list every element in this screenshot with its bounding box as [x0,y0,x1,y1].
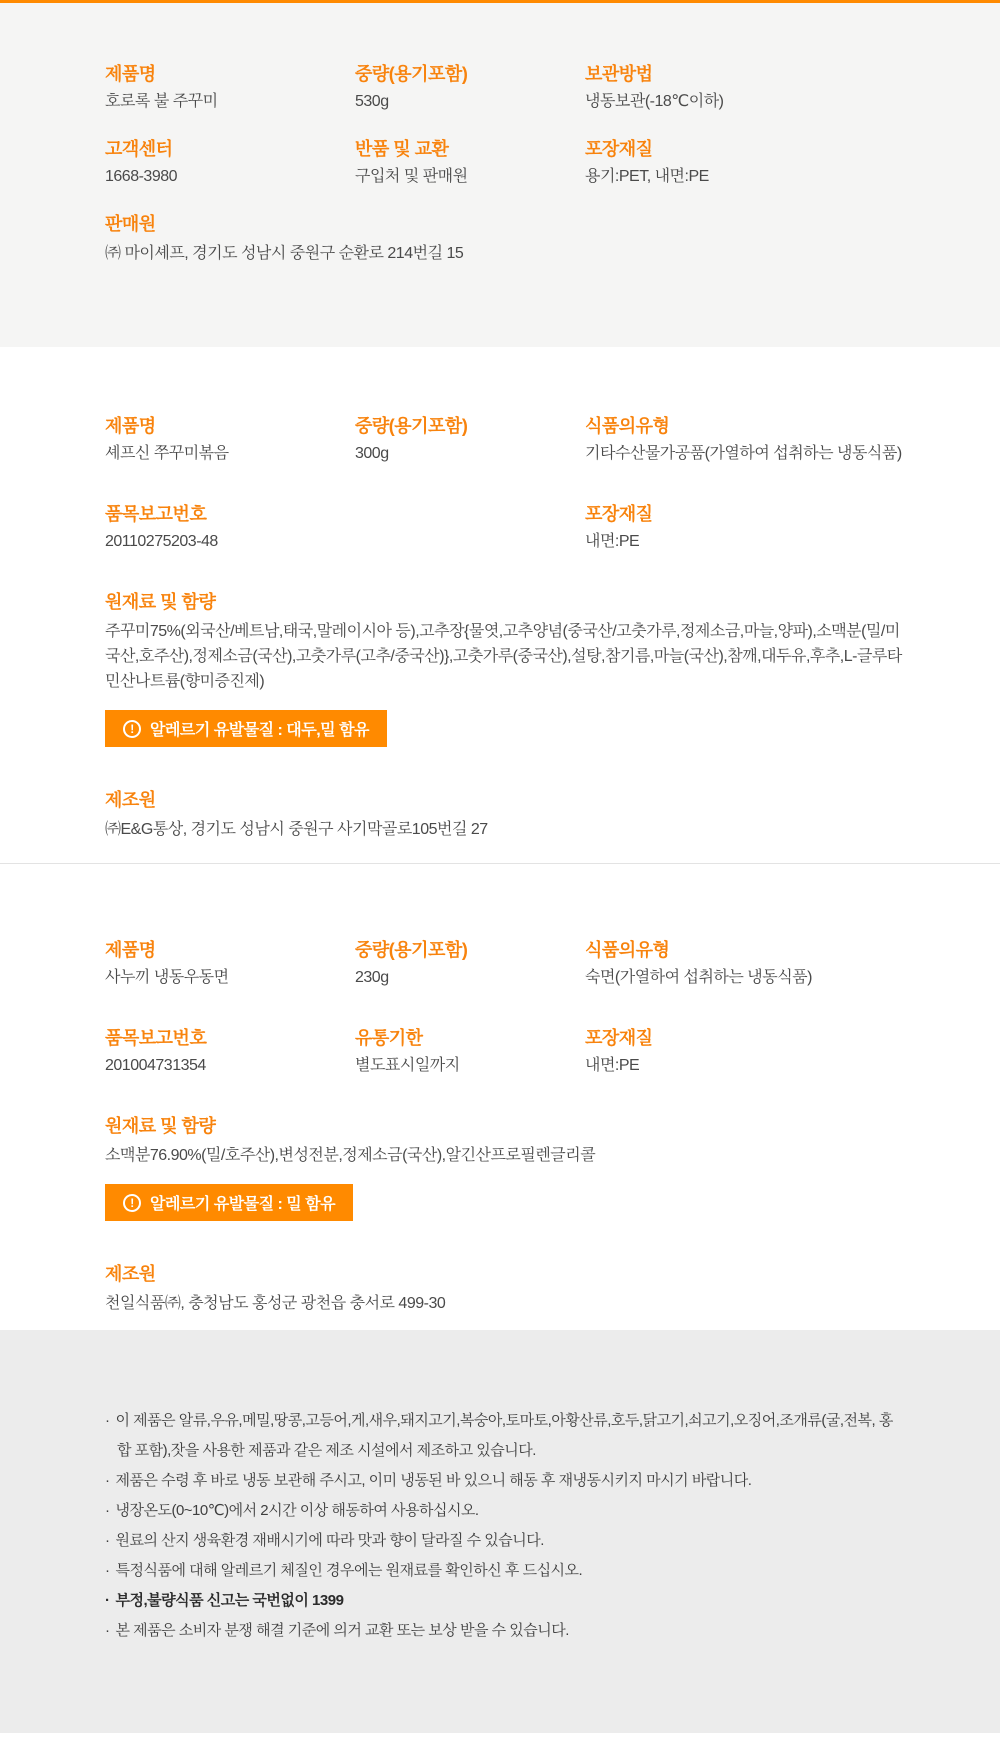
field-empty [355,503,585,552]
field-label: 원재료 및 함량 [105,592,216,612]
notice-item [105,1496,905,1526]
section-product-3 [0,863,1000,1330]
field-label: 보관방법 [585,64,653,84]
allergen-badge-text: 알레르기 유발물질 : 대두,밀 함유 [150,722,369,739]
notice-text: 특정식품에 대해 알레르기 체질인 경우에는 원재료를 확인하신 후 드십시오. [115,1562,583,1579]
product-sections [0,3,1000,1330]
notice-item [105,1526,905,1556]
field-value: ㈜E&G통상, 경기도 성남시 중원구 사기막골로105번길 27 [105,821,488,838]
field-0-1-1 [355,138,585,187]
section-product-2 [0,347,1000,863]
field-value: 용기:PET, 내면:PE [585,168,709,185]
field-label: 제품명 [105,416,156,436]
field-value: 300g [355,445,389,462]
field-2-1-0 [105,1027,355,1076]
field-2-1-2 [585,1027,905,1076]
notice-item [105,1586,905,1616]
field-2-1-1 [355,1027,585,1076]
allergen-badge [105,1184,353,1221]
field-value: 230g [355,969,389,986]
field-label: 판매원 [105,214,156,234]
field-value: 냉동보관(-18℃이하) [585,93,724,110]
manufacturer-field [105,789,905,842]
alert-circle-icon: ! [123,720,141,738]
field-row [105,63,905,112]
field-value: 사누끼 냉동우동면 [105,969,229,986]
field-0-1-2 [585,138,905,187]
field-value: 20110275203-48 [105,533,218,550]
seller-field [105,213,905,266]
field-value: 530g [355,93,389,110]
allergen-badge [105,710,387,747]
field-0-0-1 [355,63,585,112]
field-label: 품목보고번호 [105,504,207,524]
manufacturer-field [105,1263,905,1316]
bullet-dot: · [105,1562,110,1579]
field-row [105,138,905,187]
field-value: 201004731354 [105,1057,206,1074]
notice-text: 냉장온도(0~10℃)에서 2시간 이상 해동하여 사용하십시오. [115,1502,479,1519]
field-value: ㈜ 마이셰프, 경기도 성남시 중원구 순환로 214번길 15 [105,245,464,262]
bullet-dot: · [105,1502,110,1519]
notice-item [105,1466,905,1496]
bullet-dot: · [105,1622,110,1639]
bottom-spacer [0,1733,1000,1762]
field-label: 유통기한 [355,1028,423,1048]
notice-text: 원료의 산지 생육환경 재배시기에 따라 맛과 향이 달라질 수 있습니다. [115,1532,544,1549]
field-label: 포장재질 [585,1028,653,1048]
notice-text: 제품은 수령 후 바로 냉동 보관해 주시고, 이미 냉동된 바 있으니 해동 후 재냉동시키지 마시기 바랍니다. [115,1472,752,1489]
section-product-1 [0,3,1000,347]
allergen-badge-wrap [105,1168,905,1221]
field-label: 제조원 [105,1264,156,1284]
field-2-0-2 [585,939,905,988]
allergen-badge-text: 알레르기 유발물질 : 밀 함유 [150,1196,336,1213]
notice-text: 본 제품은 소비자 분쟁 해결 기준에 의거 교환 또는 보상 받을 수 있습니다. [115,1622,569,1639]
field-label: 식품의유형 [585,416,670,436]
ingredients-field [105,591,905,694]
bullet-dot: · [105,1472,110,1489]
notice-item [105,1616,905,1646]
field-1-0-1 [355,415,585,464]
field-1-1-0 [105,503,355,552]
field-value: 기타수산물가공품(가열하여 섭취하는 냉동식품) [585,445,902,462]
field-value: 숙면(가열하여 섭취하는 냉동식품) [585,969,812,986]
notice-text: 부정,불량식품 신고는 국번없이 1399 [115,1592,344,1609]
field-2-0-1 [355,939,585,988]
field-label: 식품의유형 [585,940,670,960]
notice-item [105,1406,905,1466]
field-label: 중량(용기포함) [355,64,468,84]
bullet-dot: · [105,1592,110,1609]
field-label: 제조원 [105,790,156,810]
field-label: 중량(용기포함) [355,416,468,436]
field-2-0-0 [105,939,355,988]
field-label: 원재료 및 함량 [105,1116,216,1136]
field-label: 반품 및 교환 [355,139,449,159]
field-value: 구입처 및 판매원 [355,168,468,185]
field-1-0-2 [585,415,905,464]
field-0-1-0 [105,138,355,187]
field-label: 품목보고번호 [105,1028,207,1048]
notice-text: 이 제품은 알류,우유,메밀,땅콩,고등어,게,새우,돼지고기,복숭아,토마토,아황산류,호두,닭고기,쇠고기,오징어,조개류(굴,전복, 홍합 포함),잣을 사용한 제품과 같은 제조 시설에서 제조하고 있습니다. [115,1412,893,1459]
field-1-1-2 [585,503,905,552]
field-value: 별도표시일까지 [355,1057,460,1074]
field-label: 포장재질 [585,504,653,524]
field-0-0-0 [105,63,355,112]
field-value: 호로록 불 주꾸미 [105,93,218,110]
field-value: 내면:PE [585,533,640,550]
notice-item [105,1556,905,1586]
field-row [105,939,905,988]
field-row [105,503,905,552]
field-label: 제품명 [105,64,156,84]
bullet-dot: · [105,1412,110,1429]
field-value: 천일식품㈜, 충청남도 홍성군 광천읍 충서로 499-30 [105,1295,446,1312]
field-value: 소맥분76.90%(밀/호주산),변성전분,정제소금(국산),알긴산프로필렌글리콜 [105,1147,596,1164]
field-label: 포장재질 [585,139,653,159]
field-value: 주꾸미75%(외국산/베트남,태국,말레이시아 등),고추장{물엿,고추양념(중국산/고춧가루,정제소금,마늘,양파),소맥분(밀/미국산,호주산),정제소금(국산),고춧가루(고추/중국산)},고춧가루(중국산),설탕,참기름,마늘(국산),참깨,대두유,후추,L-글루타민산나트륨(향미증진제) [105,623,902,690]
alert-circle-icon: ! [123,1194,141,1212]
field-row [105,1027,905,1076]
notices-section [0,1330,1000,1733]
field-0-0-2 [585,63,905,112]
bullet-dot: · [105,1532,110,1549]
field-row [105,415,905,464]
field-label: 중량(용기포함) [355,940,468,960]
field-value: 1668-3980 [105,168,178,185]
ingredients-field [105,1115,905,1168]
field-value: 셰프신 쭈꾸미볶음 [105,445,229,462]
allergen-badge-wrap [105,694,905,747]
field-value: 내면:PE [585,1057,640,1074]
field-label: 고객센터 [105,139,173,159]
field-label: 제품명 [105,940,156,960]
field-1-0-0 [105,415,355,464]
